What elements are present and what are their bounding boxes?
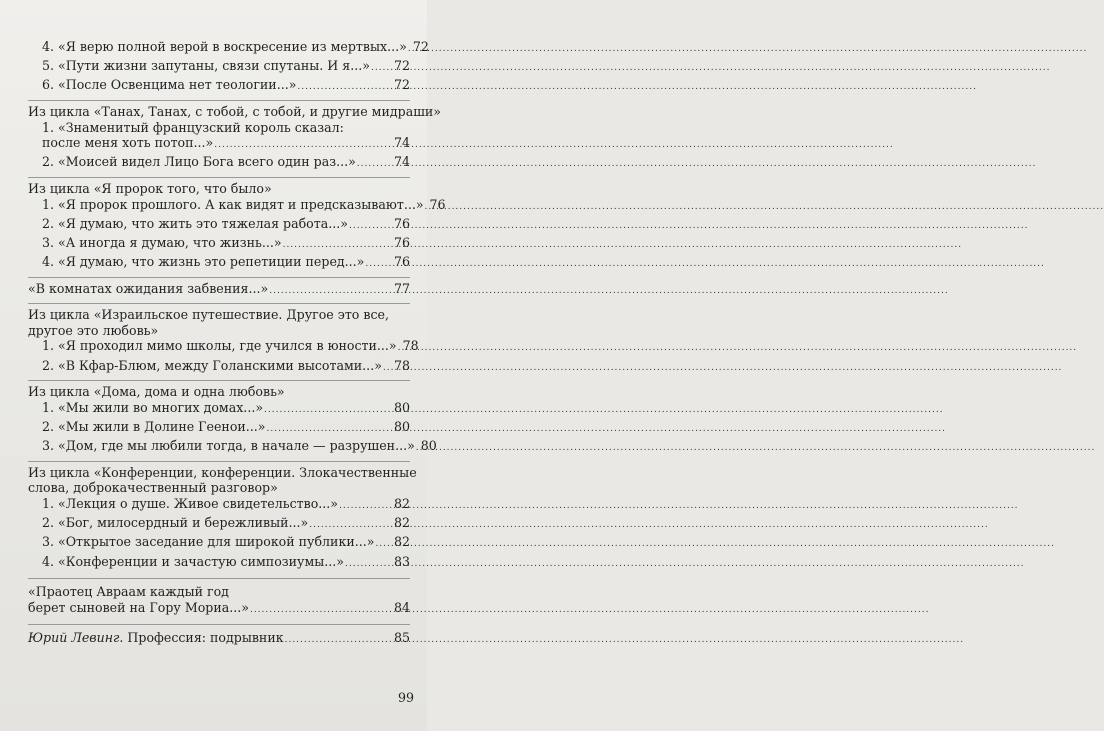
entry-page: 85 <box>393 630 410 646</box>
toc-section <box>28 303 419 376</box>
dot-leader <box>214 138 393 154</box>
toc-entry[interactable] <box>28 77 410 96</box>
toc-entry[interactable] <box>28 154 410 173</box>
entry-title: «В комнатах ожидания забвения...» <box>28 280 269 296</box>
dot-leader <box>269 284 393 300</box>
dot-leader <box>408 42 412 58</box>
section-heading: Из цикла «Дома, дома и одна любовь» <box>28 384 285 400</box>
entry-page: 74 <box>393 135 410 151</box>
entry-title: 4. «Конференции и зачастую симпозиумы...» <box>42 553 344 569</box>
section-heading: Из цикла «Танах, Танах, с тобой, с тобой, и другие мидраши» <box>28 103 442 119</box>
toc-section <box>28 461 417 572</box>
section-heading: другое это любовь» <box>28 322 159 338</box>
entry-title: 4. «Я думаю, что жизнь это репетиции перед...» <box>42 254 365 270</box>
entry-page: 80 <box>420 438 437 454</box>
toc-section <box>28 624 410 649</box>
entry-page: 82 <box>393 496 410 511</box>
dot-leader <box>283 238 393 254</box>
entry-title: 6. «После Освенцима нет теологии...» <box>42 77 297 93</box>
dot-leader <box>365 257 393 273</box>
toc-entry[interactable] <box>28 338 419 357</box>
author-name: Юрий Левинг. <box>28 630 124 646</box>
entry-title: 2. «Я думаю, что жить это тяжелая работа...» <box>42 215 348 231</box>
toc-entry[interactable] <box>28 438 437 457</box>
toc-section <box>28 177 446 273</box>
entry-title: 2. «В Кфар-Блюм, между Голанскими высотами...» <box>42 357 382 373</box>
toc-entry[interactable] <box>28 554 410 573</box>
entry-title: 3. «Дом, где мы любили тогда, в начале — разрушен...» <box>42 438 415 454</box>
dot-leader <box>250 603 393 619</box>
toc-entry[interactable] <box>28 254 410 273</box>
toc-entry[interactable] <box>28 584 410 600</box>
section-heading: Из цикла «Израильское путешествие. Другое это все, <box>28 307 389 323</box>
entry-title-line: после меня хоть потоп...» <box>42 135 214 151</box>
toc-entry[interactable] <box>28 358 410 377</box>
toc-entry[interactable] <box>28 235 410 254</box>
entry-title: 5. «Пути жизни запутаны, связи спутаны. И я...» <box>42 58 370 74</box>
section-heading: слова, доброкачественный разговор» <box>28 480 278 496</box>
entry-page: 82 <box>393 534 410 550</box>
entry-title: 2. «Мы жили в Долине Геенои...» <box>42 419 266 435</box>
section-heading: Из цикла «Я пророк того, что было» <box>28 180 272 196</box>
dot-leader <box>416 441 420 457</box>
toc-section <box>28 100 442 173</box>
entry-title: 3. «А иногда я думаю, что жизнь...» <box>42 234 282 250</box>
dot-leader <box>425 200 429 216</box>
dot-leader <box>309 518 393 534</box>
dot-leader <box>383 361 393 377</box>
dot-leader <box>357 157 393 173</box>
toc-entry[interactable] <box>28 400 410 419</box>
entry-title: 2. «Бог, милосердный и бережливый...» <box>42 515 309 531</box>
entry-page: 76 <box>393 215 410 231</box>
entry-page: 76 <box>429 196 446 212</box>
entry-page: 76 <box>393 234 410 250</box>
entry-title <box>28 630 284 646</box>
entry-title: 1. «Лекция о душе. Живое свидетельство...» <box>42 496 339 511</box>
entry-title-line: «Праотец Авраам каждый год <box>28 584 229 600</box>
entry-page: 80 <box>393 419 410 435</box>
dot-leader <box>285 633 393 649</box>
toc-section <box>28 380 437 457</box>
entry-page: 84 <box>393 599 410 615</box>
entry-title-line: 1. «Знаменитый французский король сказал: <box>42 119 344 135</box>
entry-title: 3. «Открытое заседание для широкой публики...» <box>42 534 375 550</box>
dot-leader <box>264 403 393 419</box>
toc-section <box>28 578 410 618</box>
toc-entry[interactable] <box>28 39 429 58</box>
entry-page: 76 <box>393 254 410 270</box>
page-number: 99 <box>397 690 414 705</box>
toc-section <box>28 39 429 96</box>
toc-entry[interactable] <box>28 534 410 553</box>
book-page <box>0 0 446 731</box>
work-title: Профессия: подрывник <box>123 630 284 646</box>
toc-entry-continuation[interactable] <box>28 135 410 154</box>
dot-leader <box>398 341 402 357</box>
dot-leader <box>345 557 393 573</box>
toc-entry[interactable] <box>28 58 410 77</box>
toc-entry[interactable] <box>28 281 410 300</box>
entry-page: 78 <box>402 338 419 354</box>
toc-section <box>28 277 410 300</box>
toc-entry[interactable] <box>28 120 410 136</box>
dot-leader <box>297 80 393 96</box>
toc-entry[interactable] <box>28 196 446 216</box>
entry-title: 2. «Моисей видел Лицо Бога всего один раз...» <box>42 154 356 170</box>
toc-entry[interactable] <box>28 496 410 515</box>
dot-leader <box>371 61 393 77</box>
dot-leader <box>339 499 393 515</box>
entry-title-line: берет сыновей на Гору Мориа...» <box>28 599 249 615</box>
entry-title: 1. «Я проходил мимо школы, где учился в юности...» <box>42 338 397 354</box>
toc-entry[interactable] <box>28 216 410 235</box>
entry-page: 77 <box>393 280 410 296</box>
toc-entry[interactable] <box>28 419 410 438</box>
toc-entry[interactable] <box>28 515 410 534</box>
entry-page: 82 <box>393 515 410 531</box>
entry-title: 1. «Я пророк прошлого. А как видят и предсказывают...» <box>42 196 424 212</box>
entry-page: 72 <box>393 58 410 74</box>
section-heading: Из цикла «Конференции, конференции. Злокачественные <box>28 464 417 480</box>
entry-title: 1. «Мы жили во многих домах...» <box>42 399 264 415</box>
entry-page: 80 <box>393 399 410 415</box>
toc-entry-continuation[interactable] <box>28 600 410 619</box>
entry-page: 83 <box>393 553 410 569</box>
entry-page: 72 <box>393 77 410 93</box>
dot-leader <box>267 422 393 438</box>
entry-page: 74 <box>393 154 410 170</box>
entry-title: 4. «Я верю полной верой в воскресение из мертвых...» <box>42 39 407 54</box>
entry-page: 72 <box>412 39 429 54</box>
table-of-contents <box>28 39 446 650</box>
dot-leader <box>349 219 393 235</box>
dot-leader <box>375 537 393 553</box>
entry-page: 78 <box>393 357 410 373</box>
toc-entry[interactable] <box>28 630 410 649</box>
